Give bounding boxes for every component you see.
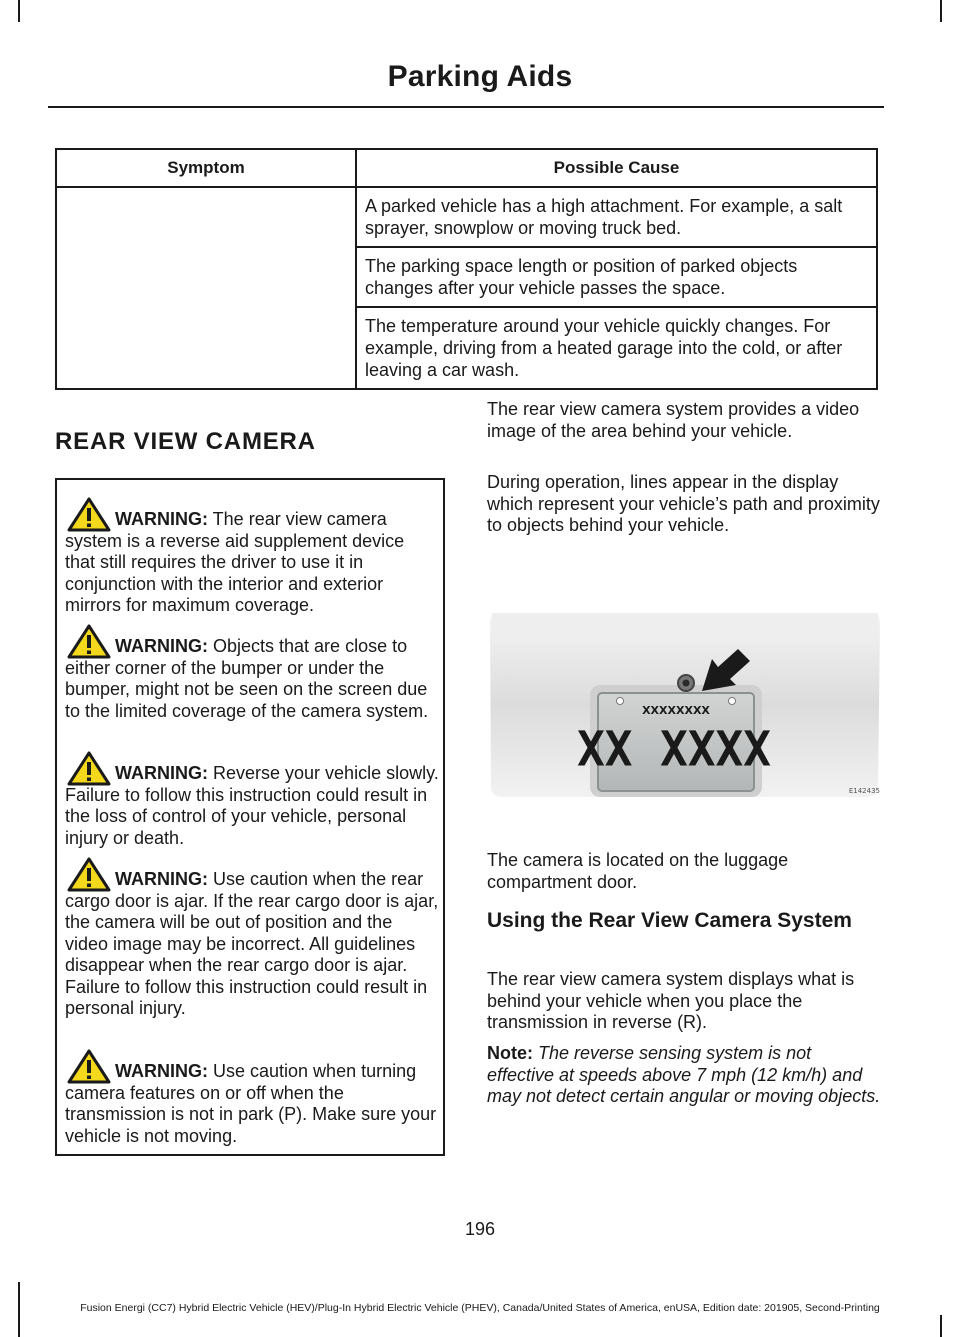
note-label: Note: [487,1043,533,1063]
page-number: 196 [464,1219,496,1239]
note-text: The reverse sensing system is not effective at speeds above 7 mph (12 km/h) and may not detect certain angular or moving objects. [487,1043,881,1106]
camera-location-illustration [486,611,882,799]
table-header-row [56,149,877,187]
camera-location-paragraph: The camera is located on the luggage compartment door. [487,850,789,892]
warning-label: WARNING: [115,763,208,783]
footer-text: Fusion Energi (CC7) Hybrid Electric Vehicle (HEV)/Plug-In Hybrid Electric Vehicle (PHEV), Canada/United States of America, enUSA, Edition date: 201905, Second-Printing [80,1302,880,1314]
usage-paragraph: The rear view camera system displays what is behind your vehicle when you place the transmission in reverse (R). [487,969,855,1032]
warning-item [65,869,439,1020]
warning-triangle-icon [67,857,111,893]
symptom-cause-table [55,148,878,390]
warning-triangle-icon [67,751,111,787]
cause-cell: The parking space length or position of parked objects changes after your vehicle passes the space. [356,247,877,307]
warning-text: Use caution when the rear cargo door is ajar. If the rear cargo door is ajar, the camera will be out of position and the video image may be incorrect. All guidelines disappear when the rear cargo door is ajar. Failure to follow this instruction could result in personal injury. [65,869,439,1018]
symptom-cell [56,187,356,389]
note-paragraph [487,1043,882,1108]
warning-label: WARNING: [115,636,208,656]
lines-paragraph: During operation, lines appear in the display which represent your vehicle’s path and proximity to objects behind your vehicle. [487,472,880,535]
header-possible-cause: Possible Cause [356,149,877,187]
warning-triangle-icon [67,497,111,533]
plate-top-text: XXXXXXXX [642,704,710,717]
header-divider [48,106,884,108]
crop-mark-bottom-right [940,1315,942,1337]
warning-triangle-icon [67,1049,111,1085]
illustration-code: E142435 [848,787,880,795]
section-title: REAR VIEW CAMERA [55,428,316,455]
warning-label: WARNING: [115,1061,208,1081]
subsection-heading: Using the Rear View Camera System [487,909,852,932]
warning-triangle-icon [67,624,111,660]
warning-text: Objects that are close to either corner of the bumper or under the bumper, might not be seen on the screen due to the limited coverage of the camera system. [65,636,429,721]
plate-main-text: XX XXXX [577,721,771,778]
table-row [56,187,877,247]
warning-item [65,1061,439,1147]
warning-text: Use caution when turning camera features on or off when the transmission is not in park (P). Make sure your vehicle is not moving. [65,1061,437,1146]
page-header-title: Parking Aids [387,60,573,93]
warning-item [65,763,439,849]
warning-item [65,509,439,617]
warning-label: WARNING: [115,869,208,889]
crop-mark-top-left [18,0,20,22]
intro-paragraph: The rear view camera system provides a video image of the area behind your vehicle. [487,399,860,441]
cause-cell: The temperature around your vehicle quickly changes. For example, driving from a heated garage into the cold, or after leaving a car wash. [356,307,877,389]
warning-label: WARNING: [115,509,208,529]
warning-item [65,636,439,722]
header-symptom: Symptom [56,149,356,187]
crop-mark-top-right [940,0,942,22]
warning-text: Reverse your vehicle slowly. Failure to follow this instruction could result in the loss of control of your vehicle, personal injury or death. [65,763,439,848]
warning-text: The rear view camera system is a reverse aid supplement device that still requires the driver to use it in conjunction with the interior and exterior mirrors for maximum coverage. [65,509,405,615]
cause-cell: A parked vehicle has a high attachment. For example, a salt sprayer, snowplow or moving truck bed. [356,187,877,247]
warning-box [55,478,445,1156]
